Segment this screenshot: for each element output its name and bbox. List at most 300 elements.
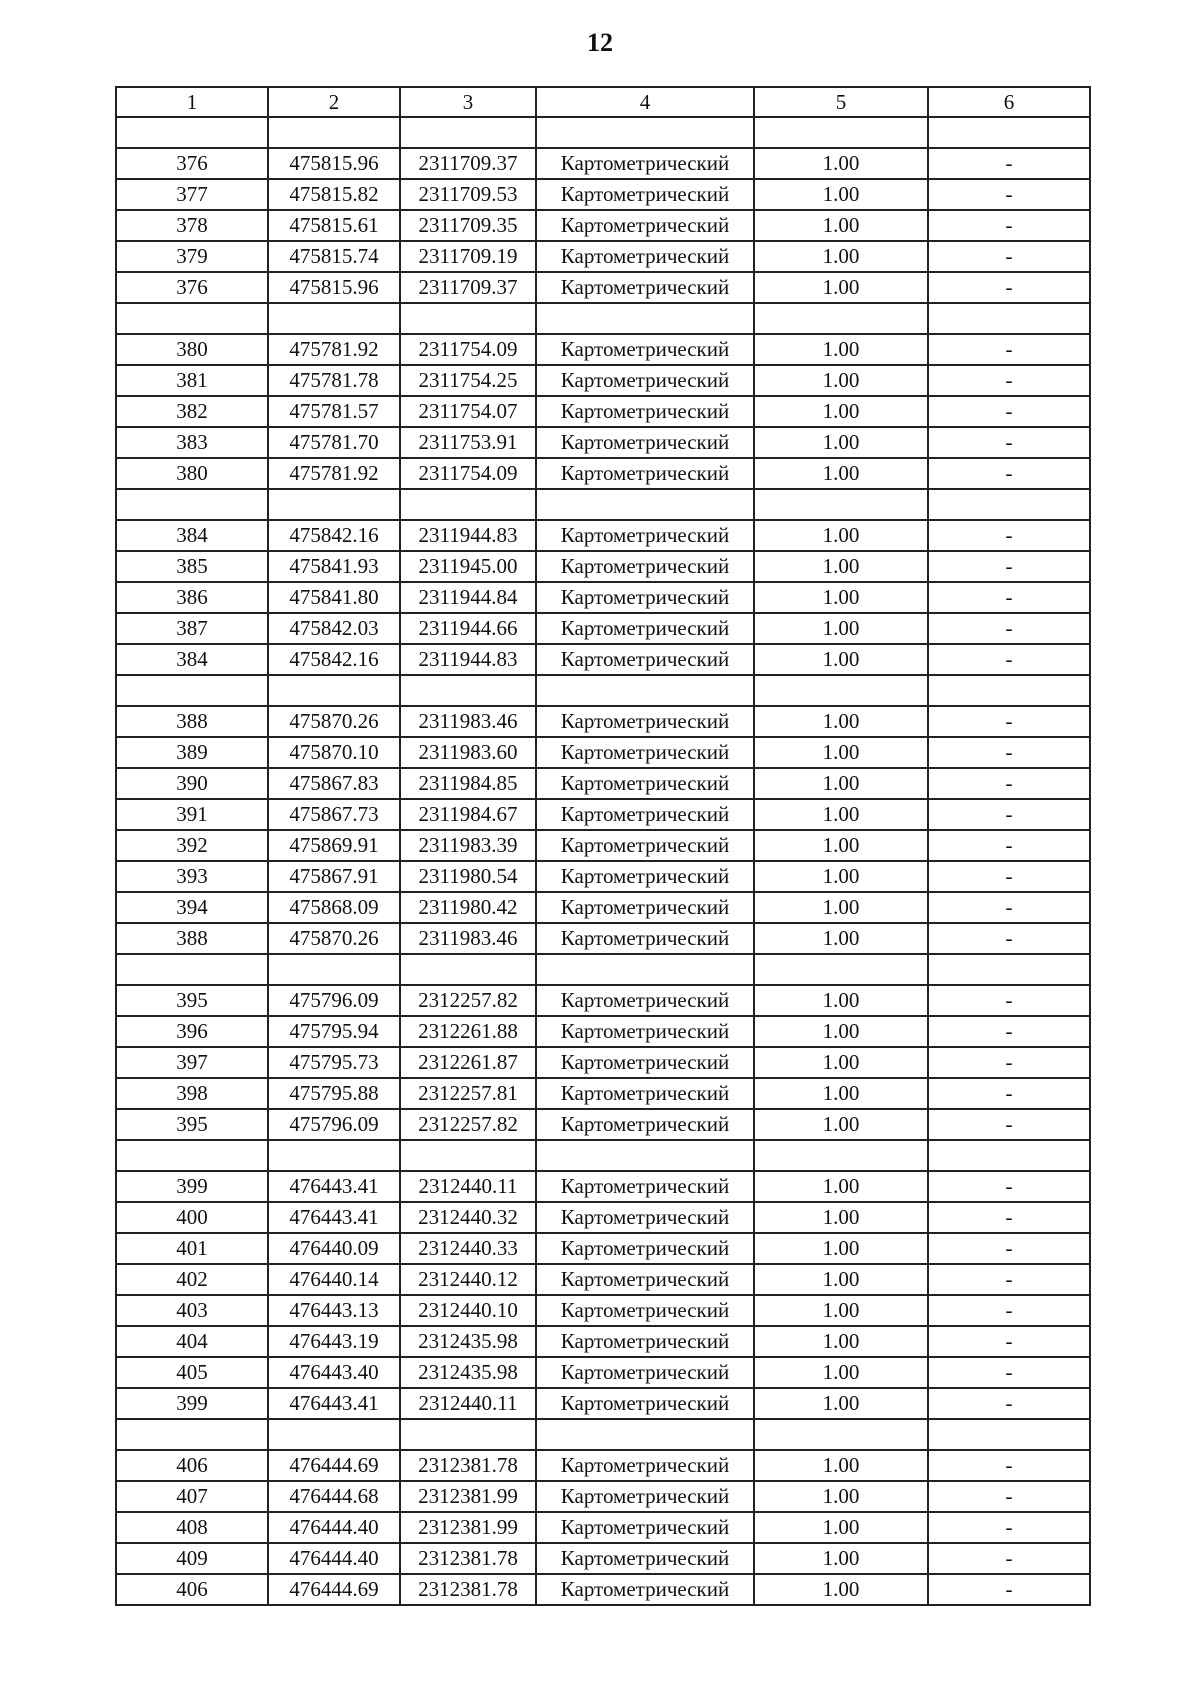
table-cell: - xyxy=(928,1388,1090,1419)
table-row xyxy=(116,1109,1090,1140)
table-cell: 476444.68 xyxy=(268,1481,400,1512)
table-row xyxy=(116,551,1090,582)
table-cell: 1.00 xyxy=(754,861,928,892)
header-row xyxy=(116,87,1090,117)
table-cell: 1.00 xyxy=(754,365,928,396)
table-cell: 1.00 xyxy=(754,1481,928,1512)
table-cell: 476443.19 xyxy=(268,1326,400,1357)
empty-cell xyxy=(116,954,268,985)
table-cell: - xyxy=(928,830,1090,861)
table-cell: 376 xyxy=(116,272,268,303)
table-cell: 1.00 xyxy=(754,179,928,210)
table-cell: 475870.26 xyxy=(268,706,400,737)
table-cell: 2311709.37 xyxy=(400,272,536,303)
table-cell: 2312440.11 xyxy=(400,1388,536,1419)
table-cell: 408 xyxy=(116,1512,268,1543)
table-cell: 395 xyxy=(116,1109,268,1140)
table-cell: 384 xyxy=(116,520,268,551)
table-cell: 388 xyxy=(116,706,268,737)
table-row xyxy=(116,861,1090,892)
separator-row xyxy=(116,117,1090,148)
table-cell: 402 xyxy=(116,1264,268,1295)
table-cell: - xyxy=(928,1512,1090,1543)
table-cell: 1.00 xyxy=(754,985,928,1016)
table-row xyxy=(116,1512,1090,1543)
table-cell: 476444.40 xyxy=(268,1543,400,1574)
table-cell: 475781.57 xyxy=(268,396,400,427)
table-cell: Картометрический xyxy=(536,1574,754,1605)
table-cell: 475815.61 xyxy=(268,210,400,241)
table-row xyxy=(116,1016,1090,1047)
table-cell: - xyxy=(928,458,1090,489)
table-cell: - xyxy=(928,396,1090,427)
table-cell: 475796.09 xyxy=(268,985,400,1016)
table-cell: - xyxy=(928,985,1090,1016)
table-cell: 475870.10 xyxy=(268,737,400,768)
empty-cell xyxy=(928,1140,1090,1171)
table-cell: - xyxy=(928,1295,1090,1326)
table-cell: - xyxy=(928,1450,1090,1481)
table-cell: - xyxy=(928,737,1090,768)
table-row xyxy=(116,1357,1090,1388)
table-cell: 475815.96 xyxy=(268,272,400,303)
table-cell: 379 xyxy=(116,241,268,272)
table-row xyxy=(116,985,1090,1016)
table-cell: - xyxy=(928,613,1090,644)
table-cell: Картометрический xyxy=(536,613,754,644)
table-cell: 1.00 xyxy=(754,1574,928,1605)
table-cell: Картометрический xyxy=(536,799,754,830)
table-cell: 1.00 xyxy=(754,427,928,458)
table-cell: 2312261.88 xyxy=(400,1016,536,1047)
table-cell: 406 xyxy=(116,1450,268,1481)
table-cell: - xyxy=(928,272,1090,303)
table-cell: 1.00 xyxy=(754,396,928,427)
empty-cell xyxy=(928,117,1090,148)
table-cell: 384 xyxy=(116,644,268,675)
table-cell: 2312435.98 xyxy=(400,1326,536,1357)
table-cell: Картометрический xyxy=(536,1047,754,1078)
table-cell: - xyxy=(928,706,1090,737)
table-cell: 377 xyxy=(116,179,268,210)
table-row xyxy=(116,1202,1090,1233)
table-cell: 1.00 xyxy=(754,706,928,737)
table-cell: 2311980.42 xyxy=(400,892,536,923)
table-cell: 2311944.66 xyxy=(400,613,536,644)
table-cell: 2311754.09 xyxy=(400,334,536,365)
column-header: 4 xyxy=(536,87,754,117)
table-cell: 1.00 xyxy=(754,1047,928,1078)
empty-cell xyxy=(536,954,754,985)
table-cell: - xyxy=(928,1171,1090,1202)
table-cell: Картометрический xyxy=(536,148,754,179)
empty-cell xyxy=(536,117,754,148)
table-cell: - xyxy=(928,1574,1090,1605)
table-cell: 2312257.81 xyxy=(400,1078,536,1109)
table-cell: 475781.70 xyxy=(268,427,400,458)
table-cell: 2312261.87 xyxy=(400,1047,536,1078)
table-cell: - xyxy=(928,861,1090,892)
table-cell: 1.00 xyxy=(754,1109,928,1140)
table-cell: - xyxy=(928,1109,1090,1140)
table-cell: 395 xyxy=(116,985,268,1016)
table-cell: 2312257.82 xyxy=(400,1109,536,1140)
table-cell: 475842.16 xyxy=(268,644,400,675)
table-cell: 475815.82 xyxy=(268,179,400,210)
table-row xyxy=(116,1543,1090,1574)
table-cell: 382 xyxy=(116,396,268,427)
table-cell: Картометрический xyxy=(536,923,754,954)
empty-cell xyxy=(268,489,400,520)
table-cell: Картометрический xyxy=(536,985,754,1016)
table-cell: - xyxy=(928,1326,1090,1357)
table-cell: 2311984.85 xyxy=(400,768,536,799)
table-cell: 1.00 xyxy=(754,830,928,861)
table-cell: 476443.41 xyxy=(268,1388,400,1419)
empty-cell xyxy=(536,303,754,334)
table-cell: Картометрический xyxy=(536,520,754,551)
table-row xyxy=(116,706,1090,737)
table-cell: 475841.93 xyxy=(268,551,400,582)
table-cell: Картометрический xyxy=(536,458,754,489)
table-cell: 2311754.09 xyxy=(400,458,536,489)
table-cell: Картометрический xyxy=(536,1512,754,1543)
table-cell: 2311983.46 xyxy=(400,923,536,954)
table-cell: 2311944.84 xyxy=(400,582,536,613)
table-cell: - xyxy=(928,644,1090,675)
table-cell: Картометрический xyxy=(536,1109,754,1140)
table-cell: 475795.73 xyxy=(268,1047,400,1078)
table-cell: - xyxy=(928,582,1090,613)
table-cell: Картометрический xyxy=(536,1202,754,1233)
table-cell: Картометрический xyxy=(536,861,754,892)
column-header: 3 xyxy=(400,87,536,117)
table-cell: Картометрический xyxy=(536,365,754,396)
table-cell: 1.00 xyxy=(754,1512,928,1543)
table-cell: 475842.03 xyxy=(268,613,400,644)
table-cell: 2312440.11 xyxy=(400,1171,536,1202)
table-cell: Картометрический xyxy=(536,241,754,272)
table-cell: 1.00 xyxy=(754,923,928,954)
table-cell: 1.00 xyxy=(754,1357,928,1388)
table-cell: Картометрический xyxy=(536,1450,754,1481)
table-cell: - xyxy=(928,1047,1090,1078)
table-cell: Картометрический xyxy=(536,830,754,861)
table-cell: 386 xyxy=(116,582,268,613)
table-cell: Картометрический xyxy=(536,272,754,303)
table-cell: 475781.78 xyxy=(268,365,400,396)
table-row xyxy=(116,768,1090,799)
table-cell: 2311709.19 xyxy=(400,241,536,272)
empty-cell xyxy=(116,117,268,148)
table-row xyxy=(116,830,1090,861)
table-cell: 2312257.82 xyxy=(400,985,536,1016)
table-cell: - xyxy=(928,210,1090,241)
empty-cell xyxy=(754,675,928,706)
empty-cell xyxy=(536,1419,754,1450)
table-cell: Картометрический xyxy=(536,210,754,241)
table-cell: 476443.41 xyxy=(268,1202,400,1233)
table-cell: Картометрический xyxy=(536,1543,754,1574)
table-row xyxy=(116,799,1090,830)
table-row xyxy=(116,892,1090,923)
empty-cell xyxy=(400,117,536,148)
empty-cell xyxy=(400,489,536,520)
table-cell: 2311983.46 xyxy=(400,706,536,737)
table-cell: 394 xyxy=(116,892,268,923)
table-cell: 403 xyxy=(116,1295,268,1326)
table-row xyxy=(116,241,1090,272)
table-row xyxy=(116,396,1090,427)
column-header: 1 xyxy=(116,87,268,117)
table-cell: 1.00 xyxy=(754,644,928,675)
table-cell: 475870.26 xyxy=(268,923,400,954)
table-cell: 476440.09 xyxy=(268,1233,400,1264)
table-row xyxy=(116,613,1090,644)
empty-cell xyxy=(754,1419,928,1450)
table-cell: Картометрический xyxy=(536,427,754,458)
table-body xyxy=(116,117,1090,1605)
table-cell: - xyxy=(928,923,1090,954)
table-row xyxy=(116,923,1090,954)
table-cell: - xyxy=(928,1264,1090,1295)
table-cell: Картометрический xyxy=(536,1388,754,1419)
empty-cell xyxy=(400,303,536,334)
table-cell: 380 xyxy=(116,334,268,365)
table-cell: - xyxy=(928,334,1090,365)
separator-row xyxy=(116,489,1090,520)
table-cell: 385 xyxy=(116,551,268,582)
table-cell: 475868.09 xyxy=(268,892,400,923)
table-cell: 2311980.54 xyxy=(400,861,536,892)
table-cell: Картометрический xyxy=(536,1233,754,1264)
table-cell: 475781.92 xyxy=(268,458,400,489)
table-row xyxy=(116,148,1090,179)
table-cell: 1.00 xyxy=(754,1543,928,1574)
table-cell: 1.00 xyxy=(754,1078,928,1109)
empty-cell xyxy=(400,1419,536,1450)
table-cell: - xyxy=(928,1543,1090,1574)
empty-cell xyxy=(928,675,1090,706)
table-cell: - xyxy=(928,179,1090,210)
table-row xyxy=(116,1481,1090,1512)
table-cell: 1.00 xyxy=(754,148,928,179)
table-row xyxy=(116,1326,1090,1357)
table-row xyxy=(116,1264,1090,1295)
table-cell: 1.00 xyxy=(754,892,928,923)
table-cell: 1.00 xyxy=(754,1264,928,1295)
table-cell: 475867.73 xyxy=(268,799,400,830)
table-row xyxy=(116,582,1090,613)
table-cell: 2312381.78 xyxy=(400,1543,536,1574)
table-cell: 1.00 xyxy=(754,768,928,799)
table-cell: 1.00 xyxy=(754,241,928,272)
table-cell: 1.00 xyxy=(754,613,928,644)
table-cell: 2312440.10 xyxy=(400,1295,536,1326)
table-cell: 401 xyxy=(116,1233,268,1264)
table-cell: - xyxy=(928,1202,1090,1233)
table-cell: 476443.13 xyxy=(268,1295,400,1326)
table-cell: 1.00 xyxy=(754,1295,928,1326)
table-cell: 2311944.83 xyxy=(400,644,536,675)
table-cell: 389 xyxy=(116,737,268,768)
table-cell: 405 xyxy=(116,1357,268,1388)
table-cell: 475795.88 xyxy=(268,1078,400,1109)
table-cell: 475842.16 xyxy=(268,520,400,551)
empty-cell xyxy=(116,1419,268,1450)
table-cell: 2312440.33 xyxy=(400,1233,536,1264)
table-cell: Картометрический xyxy=(536,1078,754,1109)
empty-cell xyxy=(928,954,1090,985)
table-cell: 2311709.53 xyxy=(400,179,536,210)
empty-cell xyxy=(268,1140,400,1171)
table-row xyxy=(116,1078,1090,1109)
empty-cell xyxy=(754,489,928,520)
table-cell: 1.00 xyxy=(754,520,928,551)
table-cell: Картометрический xyxy=(536,892,754,923)
table-cell: 388 xyxy=(116,923,268,954)
table-cell: 2311709.35 xyxy=(400,210,536,241)
table-cell: 2311754.25 xyxy=(400,365,536,396)
table-cell: 1.00 xyxy=(754,1388,928,1419)
table-row xyxy=(116,1233,1090,1264)
table-cell: 391 xyxy=(116,799,268,830)
table-cell: 409 xyxy=(116,1543,268,1574)
table-cell: Картометрический xyxy=(536,768,754,799)
table-cell: Картометрический xyxy=(536,1481,754,1512)
table-cell: 396 xyxy=(116,1016,268,1047)
empty-cell xyxy=(754,117,928,148)
table-cell: 2311984.67 xyxy=(400,799,536,830)
separator-row xyxy=(116,1419,1090,1450)
table-cell: Картометрический xyxy=(536,706,754,737)
table-cell: Картометрический xyxy=(536,1326,754,1357)
empty-cell xyxy=(400,1140,536,1171)
table-cell: 376 xyxy=(116,148,268,179)
table-cell: 475781.92 xyxy=(268,334,400,365)
table-cell: Картометрический xyxy=(536,551,754,582)
table-cell: - xyxy=(928,427,1090,458)
empty-cell xyxy=(536,1140,754,1171)
table-cell: 399 xyxy=(116,1171,268,1202)
empty-cell xyxy=(754,1140,928,1171)
empty-cell xyxy=(400,675,536,706)
table-cell: 476444.69 xyxy=(268,1450,400,1481)
table-cell: - xyxy=(928,551,1090,582)
table-row xyxy=(116,1171,1090,1202)
table-cell: - xyxy=(928,365,1090,396)
table-row xyxy=(116,1574,1090,1605)
empty-cell xyxy=(754,303,928,334)
table-cell: 378 xyxy=(116,210,268,241)
table-cell: 380 xyxy=(116,458,268,489)
table-cell: Картометрический xyxy=(536,582,754,613)
table-cell: 2311945.00 xyxy=(400,551,536,582)
table-cell: 475867.83 xyxy=(268,768,400,799)
table-row xyxy=(116,1295,1090,1326)
table-cell: 475867.91 xyxy=(268,861,400,892)
table-cell: 475815.96 xyxy=(268,148,400,179)
table-cell: 387 xyxy=(116,613,268,644)
table-cell: - xyxy=(928,1357,1090,1388)
table-cell: 2312381.99 xyxy=(400,1481,536,1512)
table-row xyxy=(116,427,1090,458)
empty-cell xyxy=(928,303,1090,334)
table-cell: 398 xyxy=(116,1078,268,1109)
empty-cell xyxy=(268,675,400,706)
table-cell: Картометрический xyxy=(536,1264,754,1295)
table-row xyxy=(116,520,1090,551)
table-row xyxy=(116,179,1090,210)
table-row xyxy=(116,1047,1090,1078)
table-row xyxy=(116,334,1090,365)
table-row xyxy=(116,644,1090,675)
table-cell: 1.00 xyxy=(754,799,928,830)
separator-row xyxy=(116,954,1090,985)
table-cell: Картометрический xyxy=(536,644,754,675)
table-cell: 1.00 xyxy=(754,737,928,768)
table-cell: 1.00 xyxy=(754,1326,928,1357)
table-cell: 1.00 xyxy=(754,582,928,613)
table-cell: Картометрический xyxy=(536,334,754,365)
table-cell: 397 xyxy=(116,1047,268,1078)
table-cell: 2311983.60 xyxy=(400,737,536,768)
table-cell: 1.00 xyxy=(754,1171,928,1202)
table-cell: 2311944.83 xyxy=(400,520,536,551)
empty-cell xyxy=(536,675,754,706)
table-cell: 476444.40 xyxy=(268,1512,400,1543)
empty-cell xyxy=(928,489,1090,520)
table-cell: 407 xyxy=(116,1481,268,1512)
table-cell: 476443.40 xyxy=(268,1357,400,1388)
table-cell: - xyxy=(928,768,1090,799)
table-cell: 2312440.12 xyxy=(400,1264,536,1295)
empty-cell xyxy=(116,675,268,706)
table-cell: 2311983.39 xyxy=(400,830,536,861)
empty-cell xyxy=(268,1419,400,1450)
table-cell: 475841.80 xyxy=(268,582,400,613)
table-cell: 476443.41 xyxy=(268,1171,400,1202)
table-cell: 381 xyxy=(116,365,268,396)
table-row xyxy=(116,1450,1090,1481)
separator-row xyxy=(116,303,1090,334)
table-cell: 1.00 xyxy=(754,210,928,241)
table-cell: - xyxy=(928,1016,1090,1047)
empty-cell xyxy=(268,117,400,148)
empty-cell xyxy=(928,1419,1090,1450)
table-cell: 1.00 xyxy=(754,1016,928,1047)
table-cell: - xyxy=(928,1078,1090,1109)
table-cell: - xyxy=(928,1233,1090,1264)
empty-cell xyxy=(536,489,754,520)
table-cell: 404 xyxy=(116,1326,268,1357)
table-cell: Картометрический xyxy=(536,1357,754,1388)
table-cell: 399 xyxy=(116,1388,268,1419)
empty-cell xyxy=(116,489,268,520)
table-cell: 475795.94 xyxy=(268,1016,400,1047)
table-cell: 2311753.91 xyxy=(400,427,536,458)
table-cell: 2311754.07 xyxy=(400,396,536,427)
table-cell: - xyxy=(928,148,1090,179)
table-cell: - xyxy=(928,799,1090,830)
table-row xyxy=(116,210,1090,241)
table-cell: 476444.69 xyxy=(268,1574,400,1605)
table-cell: 392 xyxy=(116,830,268,861)
table-cell: 2311709.37 xyxy=(400,148,536,179)
separator-row xyxy=(116,1140,1090,1171)
table-cell: 1.00 xyxy=(754,1233,928,1264)
table-cell: 1.00 xyxy=(754,272,928,303)
